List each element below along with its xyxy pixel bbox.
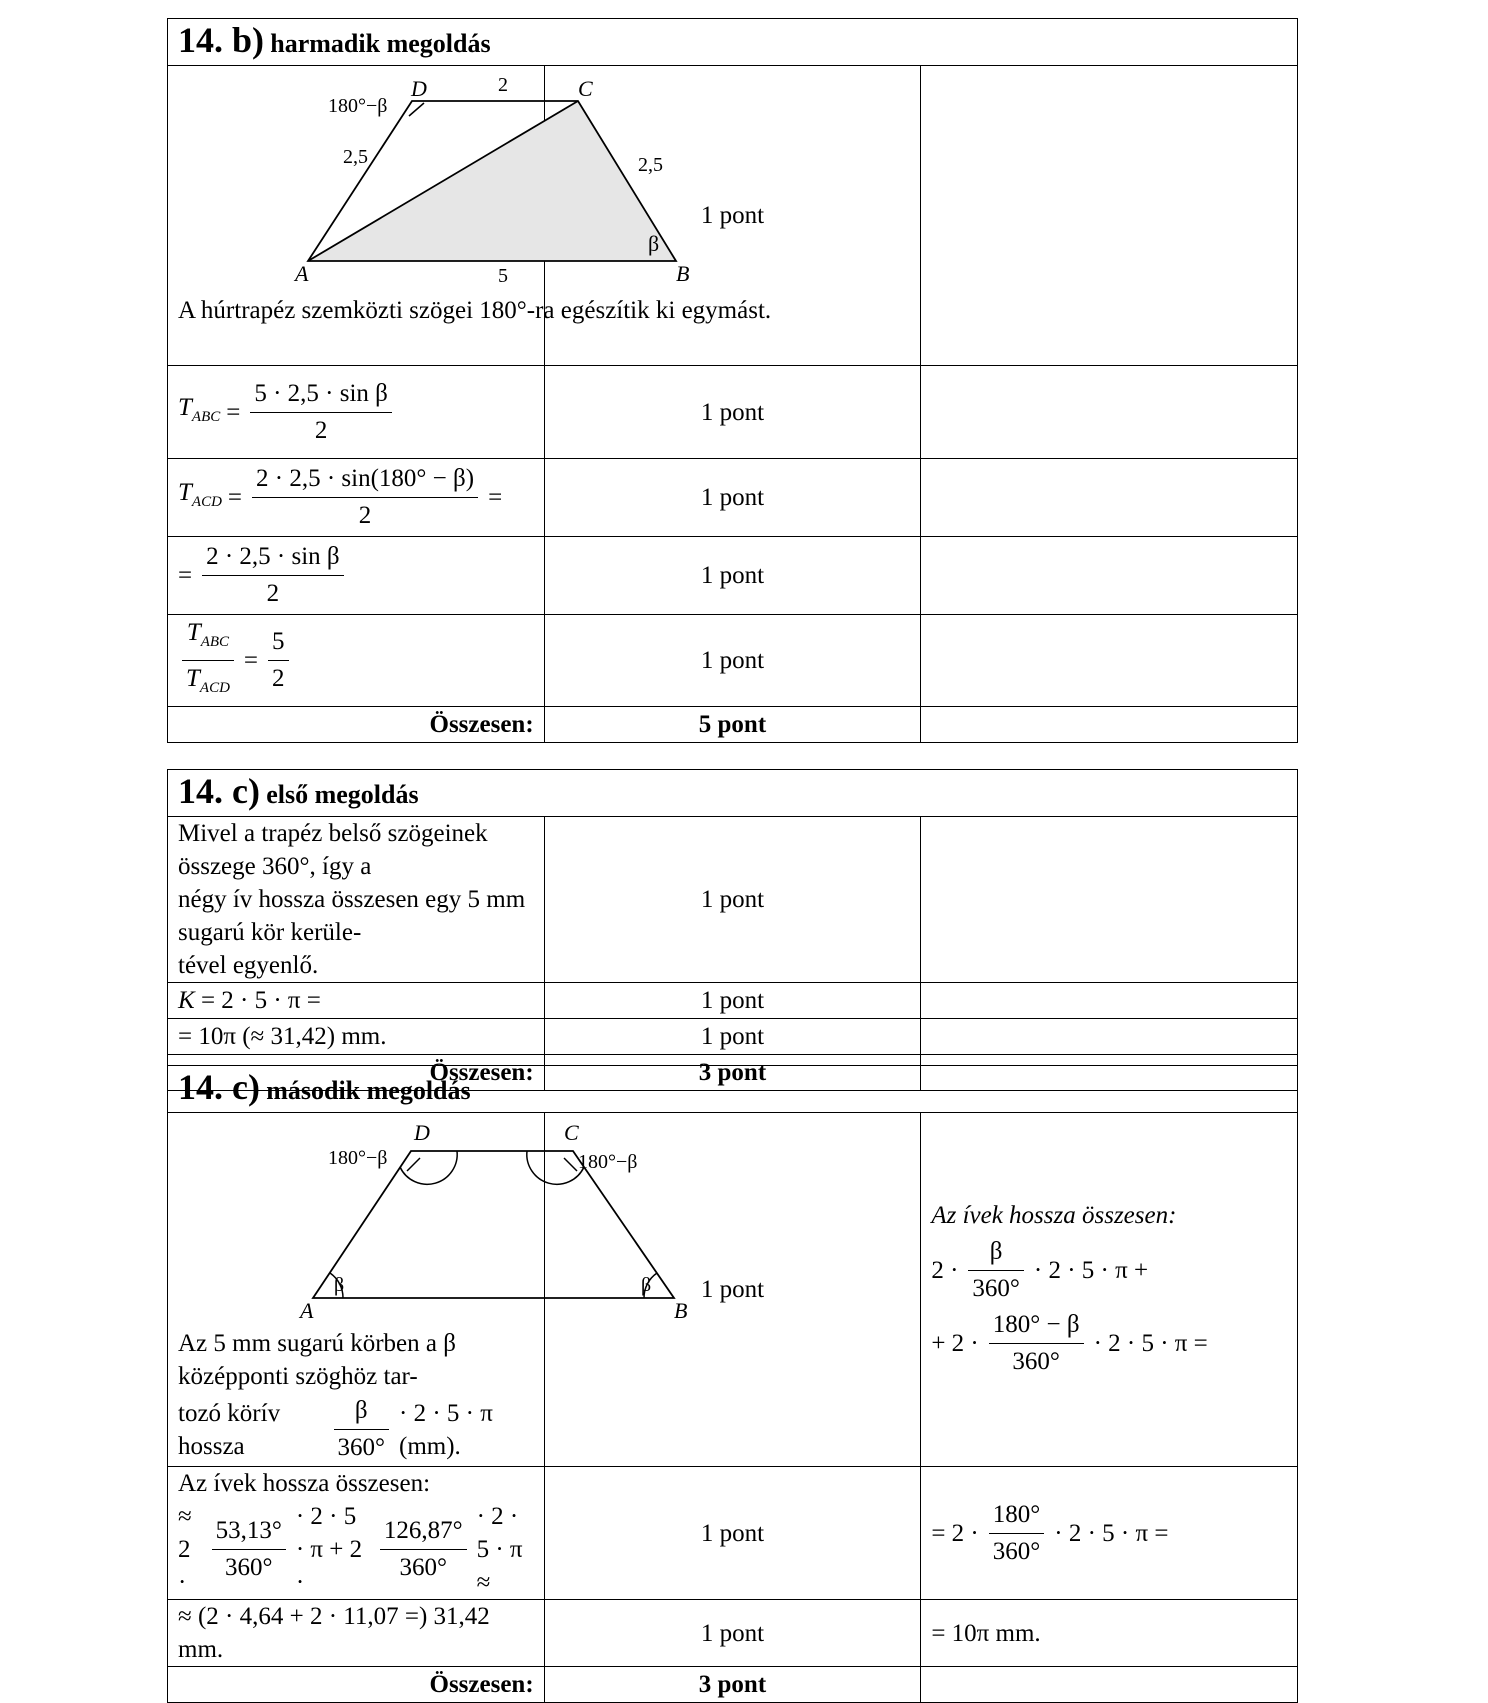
points-cell: 1 pont bbox=[544, 459, 921, 537]
fraction bbox=[250, 376, 392, 449]
total-label: Összesen: bbox=[168, 1055, 545, 1091]
denominator: 2 bbox=[358, 502, 372, 529]
numerator: 5 · 2,5 · sin β bbox=[250, 376, 392, 413]
t-subscript: ABC bbox=[200, 634, 230, 650]
fraction bbox=[212, 1513, 286, 1586]
points-cell: 1 pont bbox=[544, 1600, 921, 1667]
equals: = bbox=[227, 484, 243, 511]
label-c: C bbox=[578, 76, 593, 101]
formula-rest: = 2 · 5 · π = bbox=[194, 987, 321, 1014]
label-a: A bbox=[300, 1298, 314, 1323]
label-a: A bbox=[295, 261, 309, 286]
fraction bbox=[989, 1307, 1084, 1380]
notes-cell bbox=[921, 1667, 1298, 1703]
fraction bbox=[202, 539, 344, 612]
formula-result: = 10π (≈ 31,42) mm. bbox=[168, 1019, 545, 1055]
label-right-side: 2,5 bbox=[638, 154, 663, 176]
angle-mark-d bbox=[407, 1158, 420, 1171]
label-top-side: 2 bbox=[498, 74, 508, 96]
notes-cell bbox=[921, 537, 1298, 615]
label-b: B bbox=[676, 261, 690, 286]
notes-cell bbox=[921, 366, 1298, 459]
numerator: 53,13° bbox=[212, 1513, 286, 1550]
trapezoid-figure-cell bbox=[168, 1113, 688, 1467]
numerator: 180° − β bbox=[989, 1307, 1084, 1344]
formula-suffix: · 2 · 5 · π = bbox=[1093, 1330, 1208, 1357]
numerator: β bbox=[968, 1234, 1024, 1271]
formula-suffix: · 2 · 5 · π + bbox=[1033, 1257, 1149, 1284]
label-c: C bbox=[564, 1120, 579, 1145]
label-angle-d: 180°−β bbox=[328, 95, 388, 117]
equals: = bbox=[488, 484, 503, 511]
label-left-side: 2,5 bbox=[343, 146, 368, 168]
denominator: 2 bbox=[272, 665, 285, 692]
section-heading bbox=[168, 1066, 1298, 1113]
formula-suffix: · 2 · 5 · π (mm). bbox=[399, 1399, 493, 1460]
numerator: 180° bbox=[989, 1497, 1045, 1534]
notes-cell bbox=[921, 1019, 1298, 1055]
total-points: 3 pont bbox=[544, 1055, 921, 1091]
label-b: B bbox=[674, 1298, 688, 1323]
note-formula-line bbox=[931, 1307, 1287, 1380]
points-cell: 1 pont bbox=[544, 1113, 921, 1467]
denominator: 360° bbox=[972, 1275, 1020, 1302]
formula-middle: · 2 · 5 · π + 2 · bbox=[295, 1503, 363, 1596]
arc-sum-row bbox=[168, 1467, 545, 1600]
row-text bbox=[168, 817, 545, 983]
points-cell: 1 pont bbox=[544, 1019, 921, 1055]
solution-14c-second bbox=[167, 1065, 1298, 1703]
formula-t-abc bbox=[168, 366, 545, 459]
label-d: D bbox=[414, 1120, 430, 1145]
heading-number: 14. b) bbox=[178, 19, 265, 60]
heading-number: 14. c) bbox=[178, 770, 260, 811]
denominator: 2 bbox=[266, 580, 280, 607]
text-line: négy ív hossza összesen egy 5 mm sugarú kör kerüle- bbox=[178, 886, 526, 946]
text-line: Az 5 mm sugarú körben a β középponti szöghöz tar- bbox=[178, 1330, 456, 1390]
denominator: 360° bbox=[337, 1434, 386, 1461]
points-cell: 1 pont bbox=[544, 615, 921, 707]
label-angle-d: 180°−β bbox=[328, 1147, 388, 1169]
fraction bbox=[268, 624, 289, 697]
formula-prefix: tozó körív hossza bbox=[178, 1399, 281, 1460]
k-symbol: K bbox=[178, 987, 195, 1014]
denominator: 360° bbox=[399, 1554, 447, 1581]
label-angle-a: β bbox=[334, 1274, 345, 1296]
notes-cell bbox=[921, 615, 1298, 707]
numerator: 126,87° bbox=[380, 1513, 467, 1550]
fraction bbox=[989, 1497, 1045, 1570]
total-points: 5 pont bbox=[544, 707, 921, 743]
heading-number: 14. c) bbox=[178, 1066, 260, 1107]
label-d: D bbox=[411, 76, 427, 101]
denominator: 360° bbox=[992, 1537, 1041, 1565]
points-cell: 1 pont bbox=[544, 983, 921, 1019]
note-formula-line bbox=[931, 1234, 1287, 1307]
angle-mark-d bbox=[409, 103, 424, 116]
section-heading bbox=[168, 770, 1298, 817]
total-label: Összesen: bbox=[168, 707, 545, 743]
formula-t-acd bbox=[168, 459, 545, 537]
formula-result: ≈ (2 · 4,64 + 2 · 11,07 =) 31,42 mm. bbox=[168, 1600, 545, 1667]
notes-cell bbox=[921, 983, 1298, 1019]
label-angle-b: β bbox=[641, 1274, 652, 1296]
numerator: 2 · 2,5 · sin(180° − β) bbox=[252, 461, 478, 498]
t-symbol: T bbox=[178, 479, 192, 506]
notes-cell bbox=[921, 1467, 1298, 1600]
heading-text: első megoldás bbox=[266, 779, 419, 809]
points-cell: 1 pont bbox=[544, 1467, 921, 1600]
heading-text: második megoldás bbox=[266, 1075, 471, 1105]
formula-prefix: + 2 · bbox=[931, 1330, 979, 1357]
text-line: Az ívek hossza összesen: bbox=[178, 1470, 431, 1497]
fraction bbox=[252, 461, 478, 534]
notes-cell bbox=[921, 817, 1298, 983]
points-cell: 1 pont bbox=[544, 817, 921, 983]
t-symbol: T bbox=[178, 393, 192, 421]
arc-length-formula bbox=[178, 1393, 534, 1466]
formula-t-acd-simplified bbox=[168, 537, 545, 615]
text-line: Mivel a trapéz belső szögeinek összege 360°, így a bbox=[178, 820, 488, 880]
heading-text: harmadik megoldás bbox=[270, 28, 491, 58]
points-cell: 1 pont bbox=[544, 366, 921, 459]
denominator: 360° bbox=[1012, 1348, 1060, 1375]
equals: = bbox=[243, 647, 259, 674]
formula-suffix: · 2 · 5 · π = bbox=[1054, 1519, 1169, 1547]
formula-k bbox=[168, 983, 545, 1019]
note-result: = 10π mm. bbox=[921, 1600, 1298, 1667]
fraction bbox=[182, 615, 234, 706]
row-text: A húrtrapéz szemközti szögei 180°-ra egészítik ki egymást. bbox=[178, 297, 772, 324]
formula-ratio bbox=[168, 615, 545, 707]
total-points: 3 pont bbox=[544, 1667, 921, 1703]
fraction bbox=[968, 1234, 1024, 1307]
note-formula-line bbox=[931, 1497, 1287, 1570]
denominator: 2 bbox=[314, 416, 328, 444]
equals: = bbox=[226, 398, 241, 426]
solution-14b-third bbox=[167, 18, 1298, 743]
section-heading bbox=[168, 19, 1298, 66]
formula-suffix: · 2 · 5 · π ≈ bbox=[476, 1503, 523, 1596]
fraction bbox=[380, 1513, 467, 1586]
t-subscript: ABC bbox=[191, 408, 221, 425]
fraction bbox=[334, 1393, 390, 1466]
notes-cell bbox=[921, 1113, 1298, 1467]
t-symbol: T bbox=[186, 619, 201, 646]
notes-cell bbox=[921, 707, 1298, 743]
solution-14c-first bbox=[167, 769, 1298, 1091]
numerator: β bbox=[334, 1393, 390, 1430]
text-line: tével egyenlő. bbox=[178, 952, 319, 979]
points-cell: 1 pont bbox=[544, 66, 921, 366]
notes-cell bbox=[921, 66, 1298, 366]
numerator: 5 bbox=[268, 624, 289, 661]
t-subscript: ACD bbox=[191, 494, 222, 510]
numerator: 2 · 2,5 · sin β bbox=[202, 539, 344, 576]
label-angle-b: β bbox=[648, 231, 660, 256]
t-symbol: T bbox=[186, 665, 200, 692]
formula-prefix: = 2 · bbox=[931, 1519, 979, 1547]
notes-cell bbox=[921, 459, 1298, 537]
formula-prefix: 2 · bbox=[931, 1257, 959, 1284]
arc-sum-formula bbox=[178, 1500, 534, 1599]
label-bottom-side: 5 bbox=[498, 265, 508, 287]
total-label: Összesen: bbox=[168, 1667, 545, 1703]
formula-prefix: ≈ 2 · bbox=[178, 1503, 192, 1596]
label-angle-c: 180°−β bbox=[578, 1151, 638, 1173]
equals: = bbox=[178, 562, 193, 589]
note-title: Az ívek hossza összesen: bbox=[931, 1202, 1177, 1229]
denominator: 360° bbox=[224, 1554, 273, 1581]
points-cell: 1 pont bbox=[544, 537, 921, 615]
t-subscript: ACD bbox=[199, 680, 230, 696]
